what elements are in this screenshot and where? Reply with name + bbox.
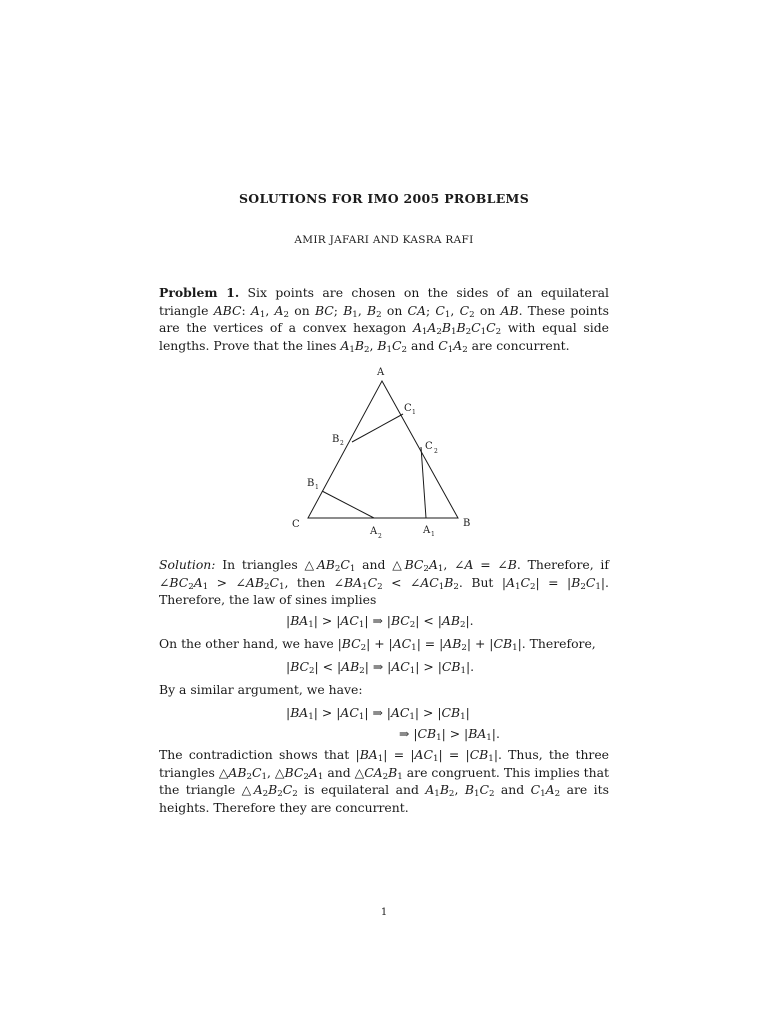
page-number: 1 (380, 907, 388, 918)
label-a2-sub: 2 (378, 533, 382, 540)
triangle-figure (280, 360, 500, 549)
equation-3b: ⇒ $|CB_1| > |BA_1|$. (399, 726, 500, 744)
page-title: SOLUTIONS FOR IMO 2005 PROBLEMS (238, 191, 530, 206)
label-a1-sub: 1 (431, 531, 435, 538)
paragraph-other-hand: On the other hand, we have $|BC_2| + |AC_1| = |AB_2| + |CB_1|$. Therefore, (159, 636, 596, 654)
label-c1-sub: 1 (412, 409, 416, 416)
authors: AMIR JAFARI AND KASRA RAFI (294, 234, 474, 246)
segment-c2-a1 (421, 447, 426, 518)
equation-3a: $|BA_1| > |AC_1|$ ⇒ $|AC_1| > |CB_1|$ (286, 705, 470, 723)
equation-1: $|BA_1| > |AC_1|$ ⇒ $|BC_2| < |AB_2|$. (286, 613, 474, 631)
equation-2: $|BC_2| < |AB_2|$ ⇒ $|AC_1| > |CB_1|$. (286, 659, 475, 677)
triangle-diagram (280, 360, 500, 545)
label-a: A (377, 367, 385, 378)
label-b1: B (307, 478, 315, 489)
problem-statement: Problem 1. Six points are chosen on the sides of an equilateral triangle ABC: $A_1$, $A_2$ on BC; $B_1$, $B_2$ on CA; $C_1$, $C_2$ on AB. These points are the vertices of a convex hexagon $A_1A_2B_1B_2C_1C_2$ with equal side lengths. Prove that the lines $A_1B_2$, $B_1C_2$ and $C_1A_2$ are concurrent. (159, 285, 609, 355)
solution-label: Solution: (159, 557, 216, 572)
label-a1: A (423, 525, 431, 536)
label-b2-sub: 2 (340, 440, 344, 447)
segment-c1-b2 (352, 414, 403, 442)
label-b: B (463, 518, 471, 529)
problem-label: Problem 1. (159, 285, 240, 300)
label-c2: C (425, 441, 433, 452)
label-c1: C (404, 403, 412, 414)
paragraph-similar: By a similar argument, we have: (159, 682, 363, 697)
solution-intro: Solution: In triangles $\triangle AB_2C_1$ and $\triangle BC_2A_1$, ∠A = ∠B. Therefore, if $\angle BC_2A_1$ > $\angle AB_2C_1$, then $\angle BA_1C_2$ < $\angle AC_1B_2$. But $|A_1C_2| = |B_2C_1|$. Therefore, the law of sines implies (159, 557, 609, 608)
label-c: C (292, 519, 300, 530)
segment-b1-a2 (322, 491, 374, 518)
label-b2: B (332, 434, 340, 445)
label-a2: A (370, 526, 378, 537)
paragraph-conclusion: The contradiction shows that $|BA_1| = |AC_1| = |CB_1|$. Thus, the three triangles $\triangle AB_2C_1$, $\triangle BC_2A_1$ and $\triangle CA_2B_1$ are congruent. This implies that the triangle $\triangle A_2B_2C_2$ is equilateral and $A_1B_2$, $B_1C_2$ and $C_1A_2$ are its heights. Therefore they are concurrent. (159, 747, 610, 815)
label-c2-sub: 2 (434, 448, 438, 455)
label-b1-sub: 1 (315, 484, 319, 491)
